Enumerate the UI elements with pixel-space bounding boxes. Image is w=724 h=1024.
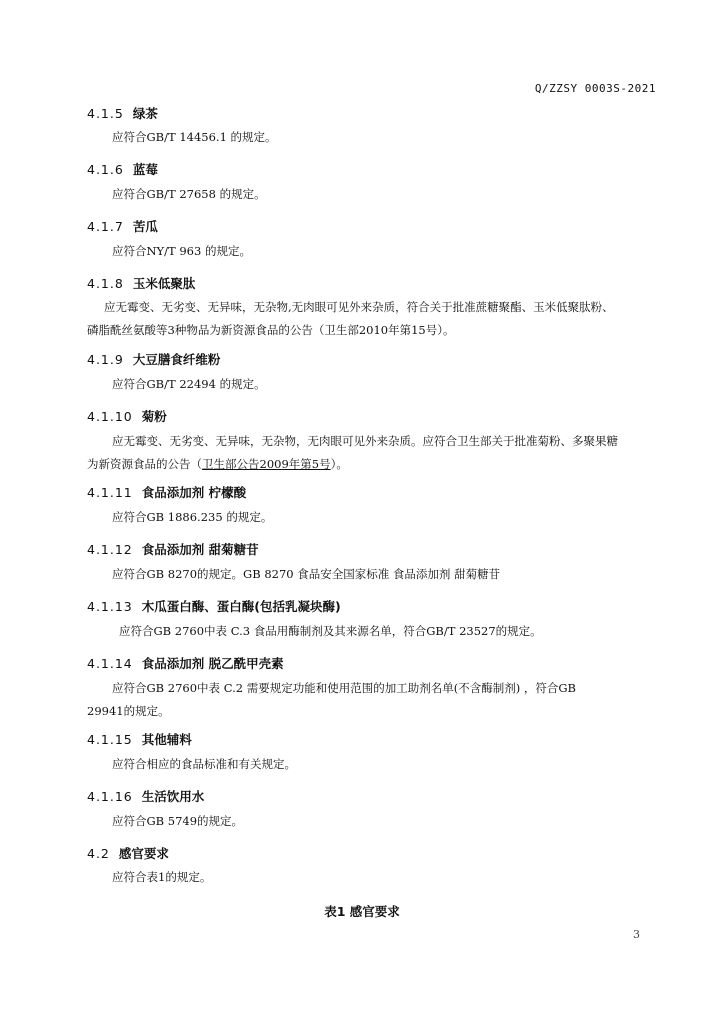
section-text: 应无霉变、无劣变、无异味，无杂物,无肉眼可见外来杂质，符合关于批准蔗糖聚酯、玉米低聚肽粉、 磷脂酰丝氨酸等3种物品为新资源食品的公告（卫生部2010年第15号）。 <box>87 300 614 337</box>
section-heading: 4.1.8 玉米低聚肽 <box>87 276 196 291</box>
section-heading: 4.1.13 木瓜蛋白酶、蛋白酶(包括乳凝块酶) <box>87 599 341 614</box>
section-text: 应符合GB 5749的规定。 <box>112 814 244 828</box>
section-heading: 4.1.9 大豆膳食纤维粉 <box>87 352 221 367</box>
section-text: 应无霉变、无劣变、无异味，无杂物，无肉眼可见外来杂质。应符合卫生部关于批准菊粉、多聚果糖 为新资源食品的公告（卫生部公告2009年第5号）。 <box>87 434 618 471</box>
section-text: 应符合GB 8270的规定。GB 8270 食品安全国家标准 食品添加剂 甜菊糖苷 <box>112 567 501 581</box>
page-number: 3 <box>633 928 640 941</box>
section-heading: 4.1.16 生活饮用水 <box>87 789 205 804</box>
section-heading: 4.1.6 蓝莓 <box>87 162 158 177</box>
section-text: 应符合GB/T 14456.1 的规定。 <box>112 130 277 144</box>
section-text: 应符合NY/T 963 的规定。 <box>112 244 251 258</box>
table-title: 表1 感官要求 <box>324 904 400 919</box>
section-text: 应符合GB/T 27658 的规定。 <box>112 187 266 201</box>
section-text: 应符合GB 2760中表 C.3 食品用酶制剂及其来源名单，符合GB/T 23527的规定。 <box>119 624 542 638</box>
section-text: 应符合表1的规定。 <box>112 870 212 884</box>
standard-code: Q/ZZSY 0003S-2021 <box>534 82 656 95</box>
section-heading: 4.1.5 绿茶 <box>87 106 158 121</box>
section-heading: 4.1.7 苦瓜 <box>87 219 158 234</box>
section-heading: 4.1.11 食品添加剂 柠檬酸 <box>87 485 247 500</box>
announcement-reference: 卫生部公告2009年第5号 <box>202 457 331 471</box>
section-text: 应符合GB 1886.235 的规定。 <box>112 510 273 524</box>
section-heading: 4.1.14 食品添加剂 脱乙酰甲壳素 <box>87 656 284 671</box>
section-heading: 4.2 感官要求 <box>87 846 169 861</box>
section-text: 应符合GB/T 22494 的规定。 <box>112 377 266 391</box>
section-heading: 4.1.10 菊粉 <box>87 409 167 424</box>
section-heading: 4.1.15 其他辅料 <box>87 732 192 747</box>
section-text: 应符合GB 2760中表 C.2 需要规定功能和使用范围的加工助剂名单(不含酶制剂) ，符合GB 29941的规定。 <box>87 681 576 718</box>
section-text: 应符合相应的食品标准和有关规定。 <box>112 757 296 771</box>
section-heading: 4.1.12 食品添加剂 甜菊糖苷 <box>87 542 259 557</box>
